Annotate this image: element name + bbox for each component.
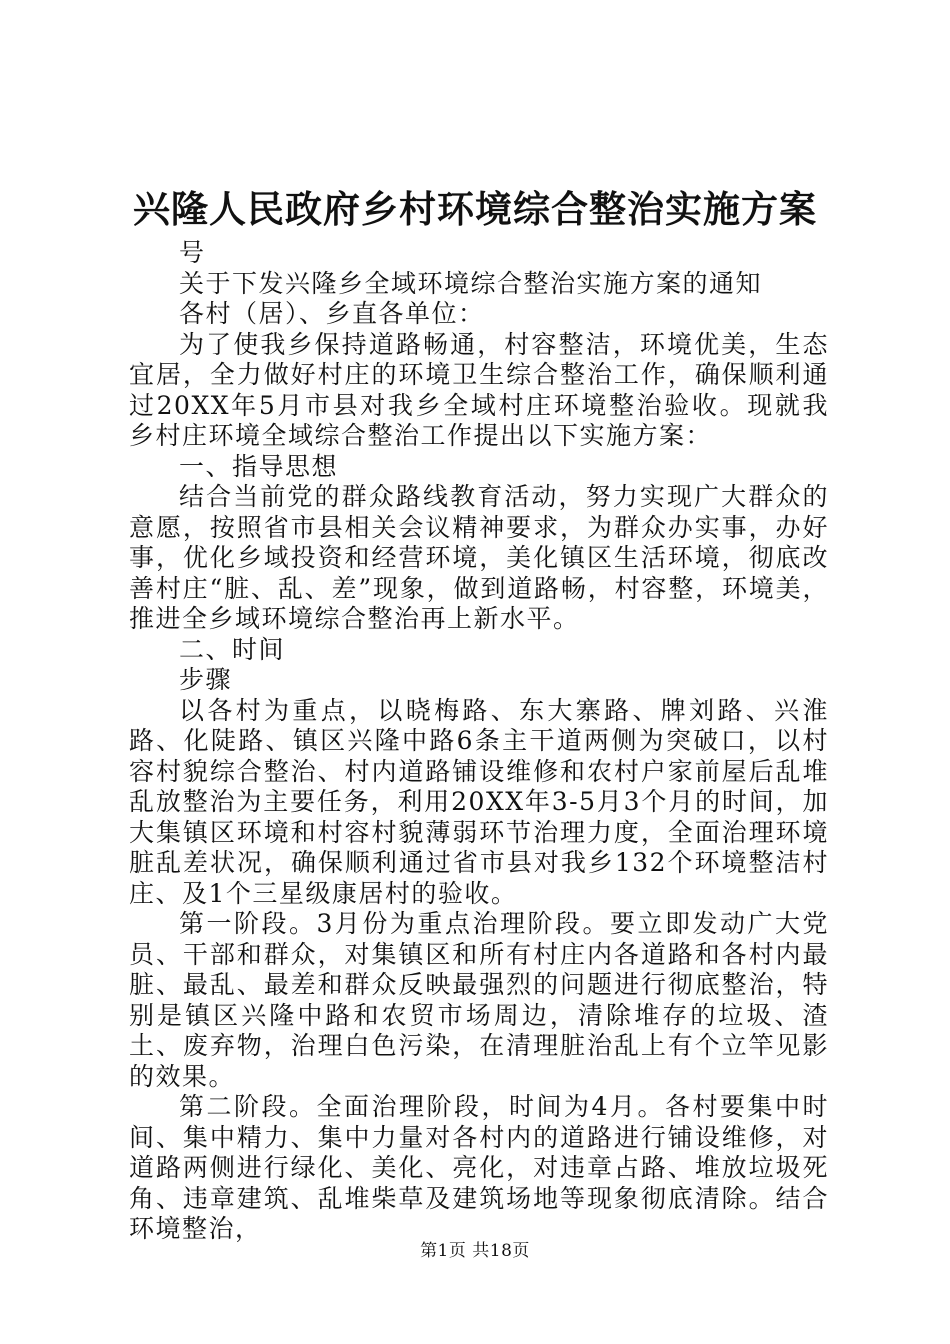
section-heading-steps: 步骤 <box>179 665 233 694</box>
paragraph-doc-number: 号 <box>179 238 206 267</box>
page-footer: 第1页 共18页 <box>420 1241 530 1261</box>
paragraph-guiding-thought: 结合当前党的群众路线教育活动，努力实现广大群众的意愿，按照省市县相关会议精神要求，为群众办实事，办好事，优化乡域投资和经营环境，美化镇区生活环境，彻底改善村庄“脏、乱、差”现象，做到道路畅，村容整，环境美，推进全乡域环境综合整治再上新水平。 <box>129 482 829 633</box>
paragraph-notice-title: 关于下发兴隆乡全域环境综合整治实施方案的通知 <box>179 268 763 298</box>
section-heading-time: 二、时间 <box>179 634 286 664</box>
paragraph-stage-one: 第一阶段。3月份为重点治理阶段。要立即发动广大党员、干部和群众，对集镇区和所有村庄内各道路和各村内最脏、最乱、最差和群众反映最强烈的问题进行彻底整治，特别是镇区兴隆中路和农贸市场周边，清除堆存的垃圾、渣土、废弃物，治理白色污染，在清理脏治乱上有个立竿见影的效果。 <box>129 909 829 1091</box>
document-title: 兴隆人民政府乡村环境综合整治实施方案 <box>133 187 817 231</box>
paragraph-stage-two: 第二阶段。全面治理阶段，时间为4月。各村要集中时间、集中精力、集中力量对各村内的道路进行铺设维修，对道路两侧进行绿化、美化、亮化，对违章占路、堆放垃圾死角、违章建筑、乱堆柴草及建筑场地等现象彻底清除。结合环境整治， <box>129 1092 829 1243</box>
document-body <box>129 238 829 1245</box>
paragraph-addressees: 各村（居）、乡直各单位： <box>179 299 485 328</box>
paragraph-intro: 为了使我乡保持道路畅通，村容整洁，环境优美，生态宜居，全力做好村庄的环境卫生综合整治工作，确保顺利通过20XX年5月市县对我乡全域村庄环境整治验收。现就我乡村庄环境全域综合整治工作提出以下实施方案： <box>129 329 829 450</box>
section-heading-guiding-thought: 一、指导思想 <box>179 451 339 481</box>
paragraph-steps: 以各村为重点，以晓梅路、东大寨路、牌刘路、兴淮路、化陡路、镇区兴隆中路6条主干道两侧为突破口，以村容村貌综合整治、村内道路铺设维修和农村户家前屋后乱堆乱放整治为主要任务，利用20XX年3-5月3个月的时间，加大集镇区环境和村容村貌薄弱环节治理力度，全面治理环境脏乱差状况，确保顺利通过省市县对我乡132个环境整洁村庄、及1个三星级康居村的验收。 <box>129 695 829 908</box>
